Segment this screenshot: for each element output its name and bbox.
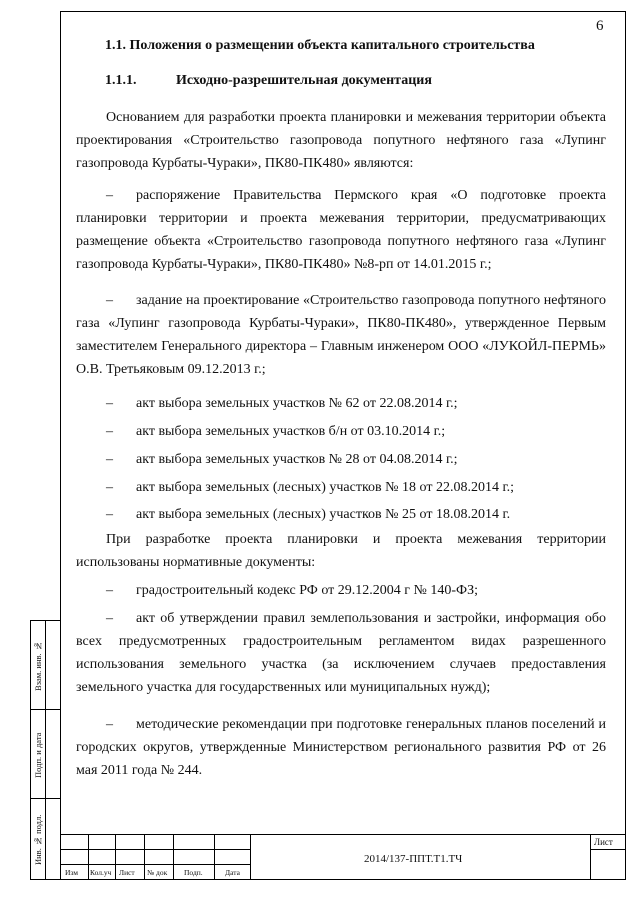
column-list: Лист	[119, 868, 135, 877]
side-label-vzam: Взам. инв. №	[33, 641, 43, 691]
list-item: – распоряжение Правительства Пермского края «О подготовке проекта планировки территории и проекта межевания территории, предусматривающих размещение объекта «Строительство газопровода попутного нефтяного газа «Лупинг газопровода Курбаты-Чураки», ПК80-ПК480» №8-рп от 14.01.2015 г.;	[76, 188, 606, 272]
document-code: 2014/137-ППТ.Т1.ТЧ	[364, 853, 463, 865]
title-block	[60, 834, 626, 880]
list-item: – задание на проектирование «Строительство газопровода попутного нефтяного газа «Лупинг газопровода Курбаты-Чураки», ПК80-ПК480», утвержденное Первым заместителем Генерального директора – Главным инженером ООО «ЛУКОЙЛ-ПЕРМЬ» О.В. Третьяковым 09.12.2013 г.;	[76, 293, 606, 377]
intro-paragraph: Основанием для разработки проекта планировки и межевания территории объекта проектирования «Строительство газопровода попутного нефтяного газа «Лупинг газопровода Курбаты-Чураки», ПК80-ПК480» являются:	[76, 110, 606, 171]
side-stamp-podp	[30, 709, 61, 799]
side-label-podp: Подп. и дата	[33, 732, 43, 778]
column-izm: Изм	[65, 868, 79, 877]
column-podp: Подп.	[184, 868, 203, 877]
side-stamp-inv	[30, 798, 61, 880]
list-item: – акт выбора земельных участков б/н от 03.10.2014 г.;	[106, 424, 446, 439]
list-item: – акт выбора земельных участков № 28 от 04.08.2014 г.;	[106, 452, 458, 467]
column-n-dok: № док	[147, 868, 168, 877]
norms-intro-paragraph: При разработке проекта планировки и проекта межевания территории использованы нормативные документы:	[76, 532, 606, 570]
list-item: – методические рекомендации при подготовке генеральных планов поселений и городских округов, утвержденные Министерством регионального развития РФ от 26 мая 2011 года № 244.	[76, 717, 606, 778]
subsection-number: 1.1.1.	[105, 73, 137, 88]
side-stamp-vzam	[30, 620, 61, 710]
list-item: – акт об утверждении правил землепользования и застройки, информация обо всех предусмотренных градостроительным регламентом видах разрешенного использования земельного участка (за исключением случаев предоставления земельного участка для государственных или муниципальных нужд);	[76, 611, 606, 695]
list-item: – акт выбора земельных (лесных) участков № 18 от 22.08.2014 г.;	[106, 480, 515, 495]
page-number: 6	[596, 18, 604, 34]
side-label-inv: Инв. № подл.	[33, 814, 43, 866]
list-item: – градостроительный кодекс РФ от 29.12.2004 г № 140-ФЗ;	[106, 583, 478, 598]
section-heading: 1.1. Положения о размещении объекта капитального строительства	[105, 38, 535, 53]
column-data: Дата	[225, 868, 240, 877]
list-item: – акт выбора земельных (лесных) участков № 25 от 18.08.2014 г.	[106, 507, 511, 522]
sheet-label: Лист	[594, 837, 613, 847]
subsection-title: Исходно-разрешительная документация	[176, 73, 432, 88]
list-item: – акт выбора земельных участков № 62 от 22.08.2014 г.;	[106, 396, 458, 411]
column-kol-uch: Кол.уч	[90, 868, 112, 877]
